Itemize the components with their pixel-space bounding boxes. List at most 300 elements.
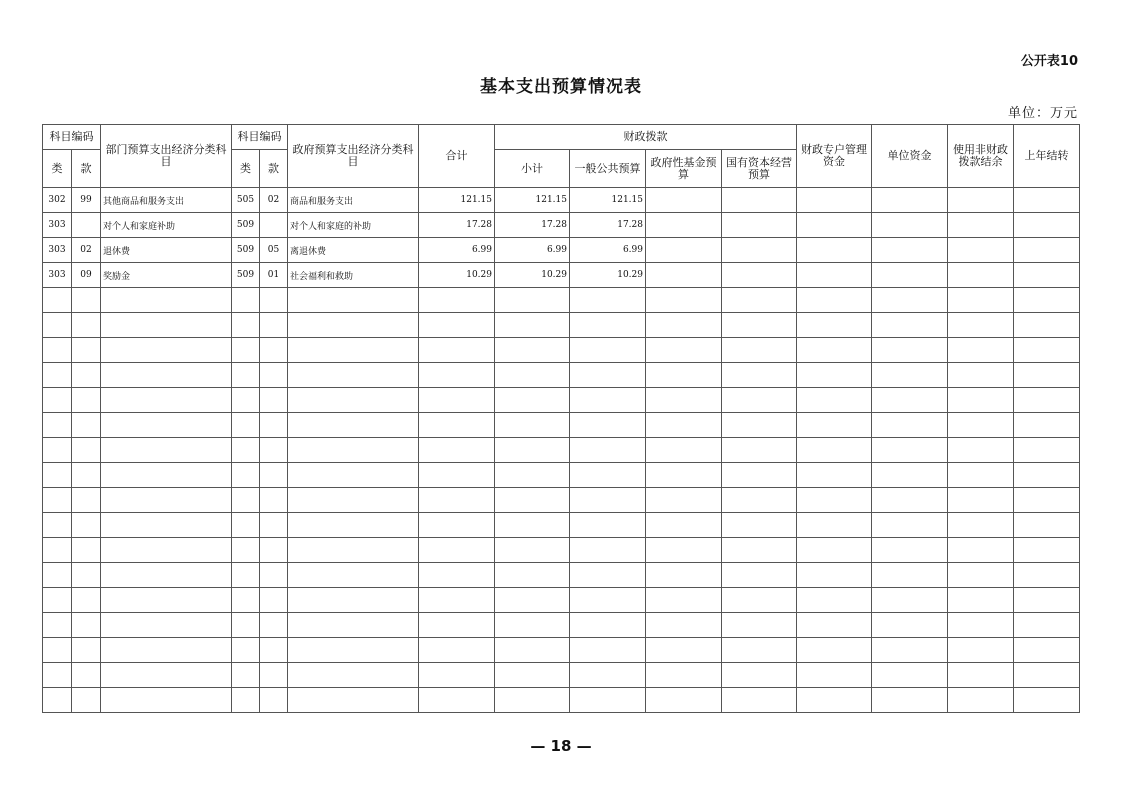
empty-cell (797, 338, 872, 363)
empty-cell (419, 488, 495, 513)
empty-cell (570, 663, 646, 688)
empty-cell (288, 663, 419, 688)
empty-cell (646, 688, 722, 713)
empty-cell (72, 363, 101, 388)
cell-prev-balance (1014, 213, 1080, 238)
cell-category: 303 (43, 213, 72, 238)
cell-non-fiscal-balance (948, 213, 1014, 238)
empty-cell (288, 438, 419, 463)
empty-cell (797, 538, 872, 563)
empty-cell (570, 413, 646, 438)
empty-cell (495, 488, 570, 513)
empty-cell (1014, 563, 1080, 588)
empty-cell (419, 463, 495, 488)
empty-cell (419, 388, 495, 413)
empty-cell (722, 488, 797, 513)
empty-cell (722, 688, 797, 713)
cell-special-fund (797, 238, 872, 263)
empty-row (43, 338, 1080, 363)
cell-dept-class: 其他商品和服务支出 (101, 188, 232, 213)
page-title: 基本支出预算情况表 (480, 77, 642, 97)
empty-cell (101, 488, 232, 513)
empty-cell (72, 638, 101, 663)
header-unit-fund: 单位资金 (872, 125, 948, 188)
empty-cell (872, 588, 948, 613)
header-dept-class: 部门预算支出经济分类科目 (101, 125, 232, 188)
empty-cell (72, 588, 101, 613)
empty-cell (72, 563, 101, 588)
empty-cell (72, 688, 101, 713)
empty-cell (72, 538, 101, 563)
cell-gov-fund (646, 213, 722, 238)
empty-row (43, 613, 1080, 638)
empty-cell (722, 663, 797, 688)
empty-cell (797, 488, 872, 513)
header-general-budget: 一般公共预算 (570, 150, 646, 188)
empty-cell (288, 463, 419, 488)
cell-dept-class: 对个人和家庭补助 (101, 213, 232, 238)
empty-cell (419, 638, 495, 663)
empty-cell (43, 463, 72, 488)
empty-cell (232, 438, 260, 463)
header-subject-code: 科目编码 (43, 125, 101, 150)
empty-cell (495, 438, 570, 463)
empty-row (43, 313, 1080, 338)
header-subject-code-2: 科目编码 (232, 125, 288, 150)
empty-cell (797, 288, 872, 313)
empty-cell (1014, 488, 1080, 513)
empty-cell (495, 563, 570, 588)
cell-item: 02 (72, 238, 101, 263)
cell-unit-fund (872, 213, 948, 238)
cell-item: 99 (72, 188, 101, 213)
empty-cell (101, 313, 232, 338)
empty-cell (101, 438, 232, 463)
cell-category-2: 509 (232, 263, 260, 288)
cell-item-2: 02 (260, 188, 288, 213)
empty-cell (570, 338, 646, 363)
empty-row (43, 438, 1080, 463)
cell-non-fiscal-balance (948, 188, 1014, 213)
cell-unit-fund (872, 238, 948, 263)
empty-cell (722, 313, 797, 338)
empty-cell (495, 388, 570, 413)
empty-cell (722, 338, 797, 363)
empty-row (43, 463, 1080, 488)
cell-general-budget: 10.29 (570, 263, 646, 288)
empty-cell (495, 688, 570, 713)
empty-cell (419, 288, 495, 313)
cell-item-2: 05 (260, 238, 288, 263)
cell-item (72, 213, 101, 238)
empty-cell (872, 488, 948, 513)
empty-cell (260, 463, 288, 488)
empty-cell (288, 638, 419, 663)
cell-total: 10.29 (419, 263, 495, 288)
empty-row (43, 513, 1080, 538)
empty-cell (948, 563, 1014, 588)
empty-cell (1014, 363, 1080, 388)
table-row (43, 213, 1080, 238)
empty-cell (872, 363, 948, 388)
empty-cell (101, 363, 232, 388)
empty-cell (419, 688, 495, 713)
empty-cell (232, 613, 260, 638)
empty-cell (1014, 588, 1080, 613)
empty-cell (797, 313, 872, 338)
empty-cell (43, 338, 72, 363)
empty-cell (232, 338, 260, 363)
cell-general-budget: 6.99 (570, 238, 646, 263)
empty-cell (722, 538, 797, 563)
cell-prev-balance (1014, 263, 1080, 288)
cell-category-2: 505 (232, 188, 260, 213)
empty-cell (495, 338, 570, 363)
cell-subtotal: 17.28 (495, 213, 570, 238)
empty-cell (43, 388, 72, 413)
empty-cell (232, 313, 260, 338)
empty-cell (722, 513, 797, 538)
empty-cell (72, 463, 101, 488)
empty-cell (43, 538, 72, 563)
empty-cell (872, 413, 948, 438)
empty-cell (101, 613, 232, 638)
empty-cell (1014, 438, 1080, 463)
empty-cell (948, 288, 1014, 313)
empty-cell (722, 588, 797, 613)
empty-cell (570, 588, 646, 613)
cell-dept-class: 退休费 (101, 238, 232, 263)
empty-cell (495, 538, 570, 563)
empty-cell (288, 513, 419, 538)
empty-cell (646, 638, 722, 663)
empty-cell (872, 538, 948, 563)
empty-cell (101, 563, 232, 588)
empty-cell (570, 613, 646, 638)
header-subtotal: 小计 (495, 150, 570, 188)
empty-cell (419, 513, 495, 538)
empty-cell (101, 513, 232, 538)
empty-cell (646, 588, 722, 613)
empty-cell (260, 313, 288, 338)
header-gov-class: 政府预算支出经济分类科目 (288, 125, 419, 188)
empty-cell (260, 338, 288, 363)
empty-cell (1014, 638, 1080, 663)
empty-cell (948, 663, 1014, 688)
empty-cell (232, 688, 260, 713)
empty-cell (1014, 663, 1080, 688)
empty-cell (646, 288, 722, 313)
cell-state-capital (722, 188, 797, 213)
empty-cell (260, 663, 288, 688)
empty-cell (1014, 688, 1080, 713)
empty-cell (797, 513, 872, 538)
empty-cell (72, 613, 101, 638)
empty-cell (797, 413, 872, 438)
empty-cell (495, 288, 570, 313)
empty-cell (646, 613, 722, 638)
empty-cell (948, 538, 1014, 563)
empty-cell (288, 363, 419, 388)
empty-row (43, 288, 1080, 313)
header-prev-balance: 上年结转 (1014, 125, 1080, 188)
empty-cell (260, 638, 288, 663)
empty-cell (288, 488, 419, 513)
empty-cell (797, 663, 872, 688)
cell-state-capital (722, 213, 797, 238)
empty-cell (948, 413, 1014, 438)
empty-cell (872, 613, 948, 638)
empty-cell (646, 388, 722, 413)
empty-cell (722, 363, 797, 388)
empty-row (43, 588, 1080, 613)
empty-cell (232, 488, 260, 513)
empty-cell (419, 563, 495, 588)
empty-cell (101, 463, 232, 488)
empty-cell (797, 363, 872, 388)
table-header (43, 125, 1080, 188)
empty-cell (72, 513, 101, 538)
empty-row (43, 638, 1080, 663)
empty-cell (948, 688, 1014, 713)
empty-cell (72, 388, 101, 413)
cell-subtotal: 121.15 (495, 188, 570, 213)
empty-cell (495, 313, 570, 338)
cell-prev-balance (1014, 188, 1080, 213)
empty-cell (495, 613, 570, 638)
empty-cell (948, 588, 1014, 613)
empty-cell (495, 588, 570, 613)
header-item-2: 款 (260, 150, 288, 188)
empty-cell (722, 613, 797, 638)
cell-category-2: 509 (232, 238, 260, 263)
header-state-capital: 国有资本经营预算 (722, 150, 797, 188)
empty-cell (101, 588, 232, 613)
empty-cell (288, 313, 419, 338)
empty-cell (260, 588, 288, 613)
empty-row (43, 388, 1080, 413)
empty-cell (1014, 388, 1080, 413)
empty-cell (1014, 613, 1080, 638)
page-number: — 18 — (530, 737, 592, 755)
cell-unit-fund (872, 263, 948, 288)
empty-cell (495, 413, 570, 438)
empty-cell (101, 538, 232, 563)
empty-cell (419, 413, 495, 438)
empty-cell (72, 438, 101, 463)
empty-cell (722, 388, 797, 413)
empty-cell (232, 288, 260, 313)
empty-cell (101, 663, 232, 688)
header-category: 类 (43, 150, 72, 188)
header-gov-fund: 政府性基金预算 (646, 150, 722, 188)
empty-cell (646, 413, 722, 438)
cell-category: 302 (43, 188, 72, 213)
empty-cell (43, 313, 72, 338)
empty-cell (260, 538, 288, 563)
empty-cell (872, 313, 948, 338)
cell-item-2: 01 (260, 263, 288, 288)
empty-cell (570, 388, 646, 413)
empty-cell (1014, 288, 1080, 313)
empty-cell (260, 413, 288, 438)
table-body (43, 188, 1080, 713)
empty-cell (419, 438, 495, 463)
empty-cell (288, 688, 419, 713)
empty-cell (232, 588, 260, 613)
empty-cell (646, 538, 722, 563)
empty-cell (43, 688, 72, 713)
cell-gov-class: 对个人和家庭的补助 (288, 213, 419, 238)
empty-cell (1014, 538, 1080, 563)
empty-cell (646, 338, 722, 363)
empty-cell (872, 688, 948, 713)
empty-cell (495, 363, 570, 388)
empty-cell (646, 563, 722, 588)
empty-cell (232, 538, 260, 563)
empty-cell (101, 388, 232, 413)
empty-cell (72, 488, 101, 513)
empty-cell (1014, 413, 1080, 438)
empty-cell (1014, 313, 1080, 338)
empty-row (43, 363, 1080, 388)
empty-cell (872, 463, 948, 488)
empty-cell (797, 438, 872, 463)
budget-table (42, 124, 1080, 713)
empty-cell (495, 463, 570, 488)
empty-cell (797, 638, 872, 663)
empty-cell (43, 663, 72, 688)
empty-cell (288, 288, 419, 313)
cell-general-budget: 121.15 (570, 188, 646, 213)
empty-cell (646, 313, 722, 338)
empty-cell (797, 388, 872, 413)
empty-cell (797, 463, 872, 488)
empty-cell (288, 338, 419, 363)
empty-cell (43, 488, 72, 513)
empty-cell (570, 638, 646, 663)
empty-cell (797, 613, 872, 638)
empty-cell (646, 363, 722, 388)
empty-cell (722, 463, 797, 488)
table-number: 公开表10 (1020, 54, 1078, 69)
table-row (43, 263, 1080, 288)
empty-cell (872, 388, 948, 413)
empty-cell (646, 463, 722, 488)
empty-cell (419, 538, 495, 563)
cell-special-fund (797, 188, 872, 213)
cell-prev-balance (1014, 238, 1080, 263)
empty-cell (570, 463, 646, 488)
empty-cell (232, 463, 260, 488)
empty-cell (288, 588, 419, 613)
table-row (43, 238, 1080, 263)
empty-cell (872, 288, 948, 313)
empty-cell (570, 513, 646, 538)
empty-cell (232, 363, 260, 388)
empty-cell (872, 338, 948, 363)
cell-category: 303 (43, 263, 72, 288)
cell-category: 303 (43, 238, 72, 263)
empty-row (43, 488, 1080, 513)
empty-cell (43, 638, 72, 663)
empty-row (43, 688, 1080, 713)
empty-cell (232, 513, 260, 538)
empty-cell (797, 688, 872, 713)
empty-cell (101, 338, 232, 363)
empty-cell (495, 663, 570, 688)
empty-cell (570, 288, 646, 313)
empty-cell (260, 363, 288, 388)
empty-cell (101, 688, 232, 713)
empty-cell (948, 313, 1014, 338)
cell-state-capital (722, 238, 797, 263)
cell-total: 17.28 (419, 213, 495, 238)
cell-non-fiscal-balance (948, 263, 1014, 288)
cell-item-2 (260, 213, 288, 238)
empty-cell (232, 413, 260, 438)
empty-cell (260, 488, 288, 513)
empty-cell (797, 563, 872, 588)
cell-gov-class: 社会福利和救助 (288, 263, 419, 288)
empty-row (43, 538, 1080, 563)
empty-cell (288, 563, 419, 588)
empty-cell (872, 438, 948, 463)
empty-cell (495, 513, 570, 538)
empty-cell (72, 413, 101, 438)
empty-cell (948, 338, 1014, 363)
header-total: 合计 (419, 125, 495, 188)
empty-cell (72, 663, 101, 688)
empty-cell (43, 588, 72, 613)
empty-cell (722, 413, 797, 438)
empty-cell (419, 363, 495, 388)
empty-cell (646, 438, 722, 463)
header-non-fiscal-balance: 使用非财政拨款结余 (948, 125, 1014, 188)
empty-cell (872, 563, 948, 588)
empty-cell (419, 613, 495, 638)
empty-cell (419, 338, 495, 363)
empty-cell (570, 313, 646, 338)
empty-cell (948, 513, 1014, 538)
empty-cell (260, 438, 288, 463)
empty-row (43, 413, 1080, 438)
empty-cell (260, 613, 288, 638)
cell-special-fund (797, 263, 872, 288)
empty-cell (948, 488, 1014, 513)
empty-cell (260, 388, 288, 413)
empty-cell (232, 388, 260, 413)
empty-cell (288, 538, 419, 563)
empty-cell (419, 313, 495, 338)
empty-cell (43, 363, 72, 388)
empty-cell (570, 688, 646, 713)
empty-cell (872, 663, 948, 688)
header-item: 款 (72, 150, 101, 188)
empty-row (43, 663, 1080, 688)
empty-cell (288, 388, 419, 413)
empty-cell (260, 688, 288, 713)
empty-cell (260, 563, 288, 588)
empty-cell (570, 563, 646, 588)
empty-cell (260, 513, 288, 538)
cell-dept-class: 奖励金 (101, 263, 232, 288)
empty-cell (570, 488, 646, 513)
empty-cell (101, 413, 232, 438)
cell-gov-fund (646, 188, 722, 213)
cell-non-fiscal-balance (948, 238, 1014, 263)
empty-cell (419, 663, 495, 688)
